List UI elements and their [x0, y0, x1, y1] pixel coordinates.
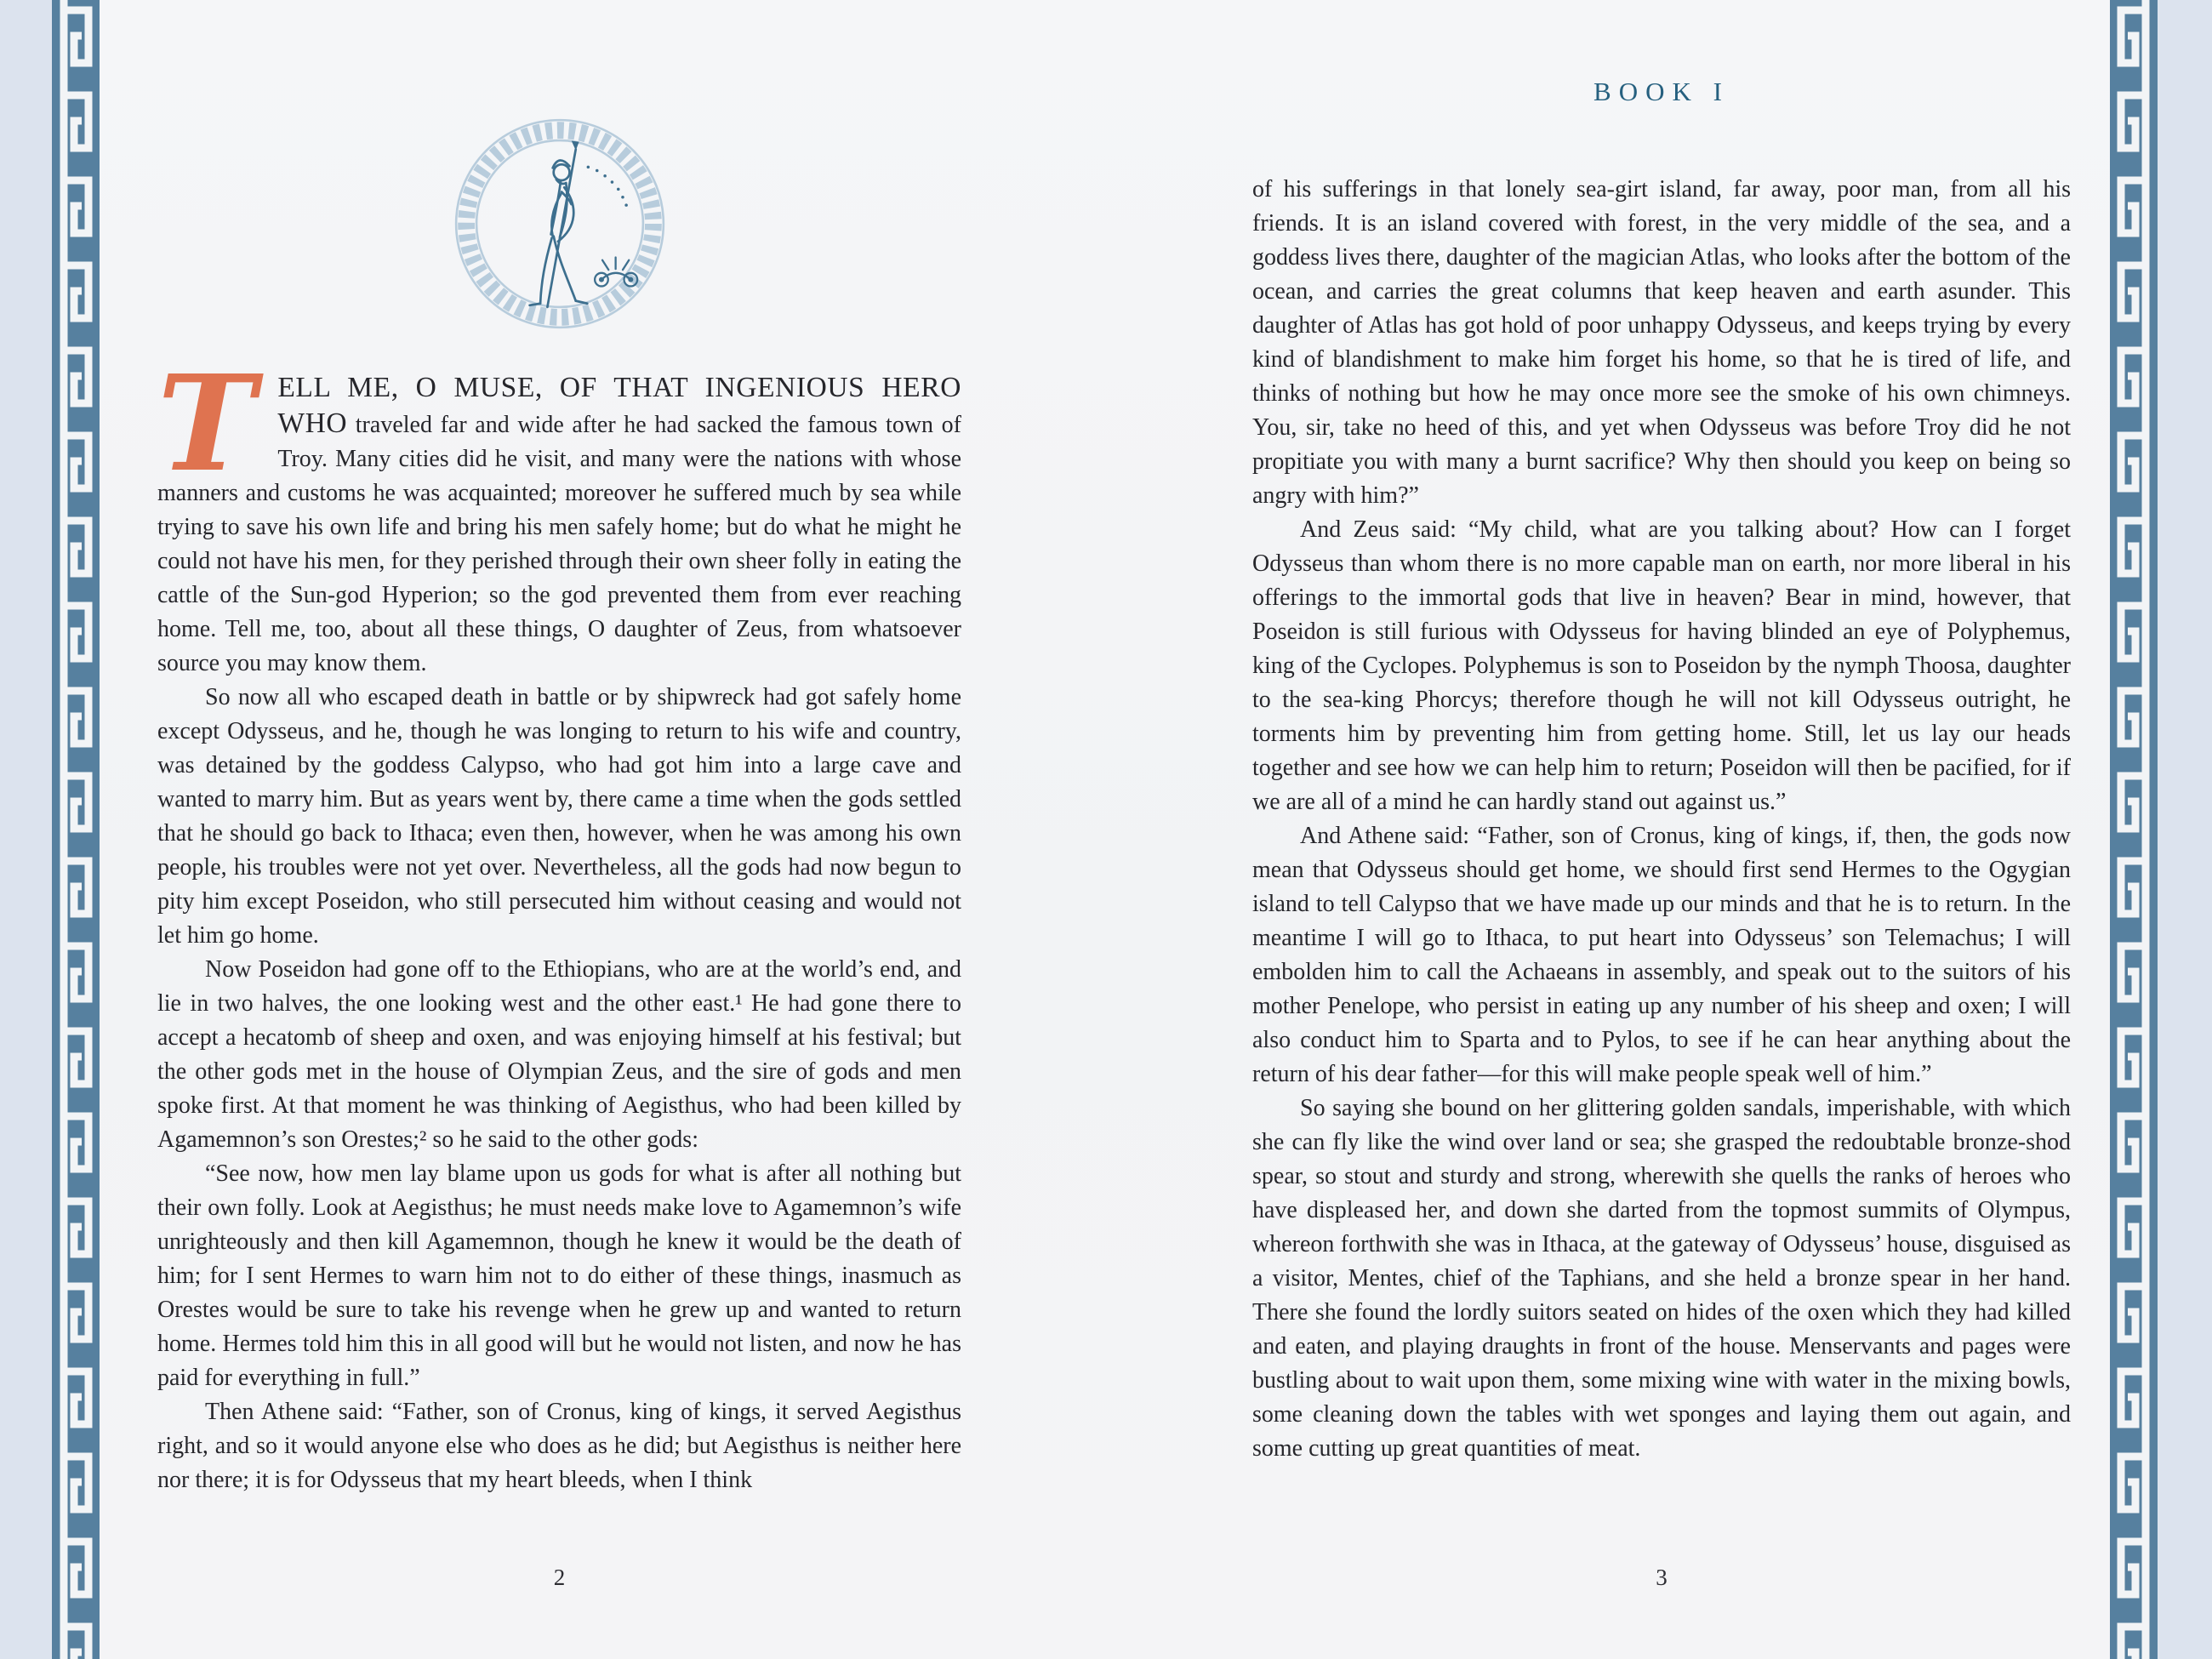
body-paragraph: And Zeus said: “My child, what are you talking about? How can I forget Odysseus than whom there is no more capable man on earth, nor more liberal in his offerings to the immortal gods that live in heaven? Bear in mind, however, that Poseidon is still furious with Odysseus for having blinded an eye of Polyphemus, king of the Cyclopes. Polyphemus is son to Poseidon by the nymph Thoosa, daughter to the sea-king Phorcys; therefore though he will not kill Odysseus outright, he torments him by preventing him from getting home. Still, let us lay our heads together and see how we can help him to return; Poseidon will then be pacified, for if we are all of a mind he can hardly stand out against us.”: [1252, 516, 2071, 815]
page-number-right: 3: [1656, 1565, 1668, 1590]
body-paragraph: of his sufferings in that lonely sea-girt island, far away, poor man, from all his friends. It is an island covered with forest, in the very middle of the sea, and a goddess lives there, daughter of the magician Atlas, who looks after the bottom of the ocean, and carries the great columns that keep heaven and earth asunder. This daughter of Atlas has got hold of poor unhappy Odysseus, and keeps trying by every kind of blandishment to make him forget his home, so that he is tired of life, and thinks of nothing but how he may once more see the smoke of his own chimneys. You, sir, take no heed of this, and yet when Odysseus was before Troy did he not propitiate you with many a burnt sacrifice? Why then should you keep on being so angry with him?”: [1252, 176, 2071, 509]
opening-paragraph: [157, 345, 962, 681]
drop-cap-letter: T: [157, 345, 256, 501]
page-left: [157, 0, 961, 1659]
left-text-column: [157, 345, 962, 1497]
odysseus-medallion-icon: [453, 117, 666, 330]
right-text-column: [1252, 173, 2071, 1466]
body-paragraph: “See now, how men lay blame upon us gods for what is after all nothing but their own folly. Look at Aegisthus; he must needs make love to Agamemnon’s wife unrighteously and then kill Agamemnon, though he knew it would be the death of him; for I sent Hermes to warn him not to do either of these things, inasmuch as Orestes would be sure to take his revenge when he grew up and wanted to return home. Hermes told him this in all good will but he would not listen, and now he has paid for everything in full.”: [157, 1160, 961, 1391]
opening-caps-line: ELL ME, O MUSE, OF THAT INGENIOUS HERO WHO: [277, 372, 961, 439]
page-number-left: 2: [553, 1565, 566, 1590]
greek-key-border-left-icon: [52, 0, 100, 1659]
body-paragraph: And Athene said: “Father, son of Cronus, king of kings, if, then, the gods now mean that Odysseus should get home, we should first send Hermes to the Ogygian island to tell Calypso that we have made up our minds and that he is to return. In the meantime I will go to Ithaca, to put heart into Odysseus’ son Telemachus; I will embolden him to call the Achaeans in assembly, and speak out to the suitors of his mother Penelope, who persist in eating up any number of his sheep and oxen; I will also conduct him to Sparta and to Pylos, to see if he can hear anything about the return of his dear father—for this will make people speak well of him.”: [1252, 823, 2071, 1087]
body-paragraph: Now Poseidon had gone off to the Ethiopians, who are at the world’s end, and lie in two halves, the one looking west and the other east.¹ He had gone there to accept a hecatomb of sheep and oxen, and was enjoying himself at his festival; but the other gods met in the house of Olympian Zeus, and the sire of gods and men spoke first. At that moment he was thinking of Aegisthus, who had been killed by Agamemnon’s son Orestes;² so he said to the other gods:: [157, 956, 961, 1153]
right-outer-margin: [2158, 0, 2212, 1659]
left-outer-margin: [0, 0, 52, 1659]
body-paragraph: Then Athene said: “Father, son of Cronus, king of kings, it served Aegisthus right, and so it would anyone else who does as he did; but Aegisthus is neither here nor there; it is for Odysseus that my heart bleeds, when I think: [157, 1399, 961, 1493]
body-paragraph: So saying she bound on her glittering golden sandals, imperishable, with which she can fly like the wind over land or sea; she grasped the redoubtable bronze-shod spear, so stout and sturdy and strong, wherewith she quells the ranks of heroes who have displeased her, and down she darted from the topmost summits of Olympus, whereon forthwith she was in Ithaca, at the gateway of Odysseus’ house, disguised as a visitor, Mentes, chief of the Taphians, and she held a bronze spear in her hand. There she found the lordly suitors seated on hides of the oxen which they had killed and eaten, and playing draughts in front of the house. Menservants and pages were bustling about to wait upon them, some mixing wine with water in the mixing bowls, some cleaning down the tables with wet sponges and laying them out again, and some cutting up great quantities of meat.: [1252, 1095, 2071, 1462]
greek-key-border-right-icon: [2110, 0, 2158, 1659]
chapter-heading: BOOK I: [1593, 77, 1730, 106]
page-right: [1252, 0, 2071, 1659]
opening-paragraph-text: traveled far and wide after he had sacked the famous town of Troy. Many cities did he visit, and many were the nations with whose manners and customs he was acquainted; moreover he suffered much by sea while trying to save his own life and bring his men safely home; but do what he might he could not have his men, for they perished through their own sheer folly in eating the cattle of the Sun-god Hyperion; so the god prevented them from ever reaching home. Tell me, too, about all these things, O daughter of Zeus, from whatsoever source you may know them.: [157, 412, 962, 676]
body-paragraph: So now all who escaped death in battle or by shipwreck had got safely home except Odysseus, and he, though he was longing to return to his wife and country, was detained by the goddess Calypso, who had got him into a large cave and wanted to marry him. But as years went by, there came a time when the gods settled that he should go back to Ithaca; even then, however, when he was among his own people, his troubles were not yet over. Nevertheless, all the gods had now begun to pity him except Poseidon, who still persecuted him without ceasing and would not let him go home.: [157, 684, 961, 949]
